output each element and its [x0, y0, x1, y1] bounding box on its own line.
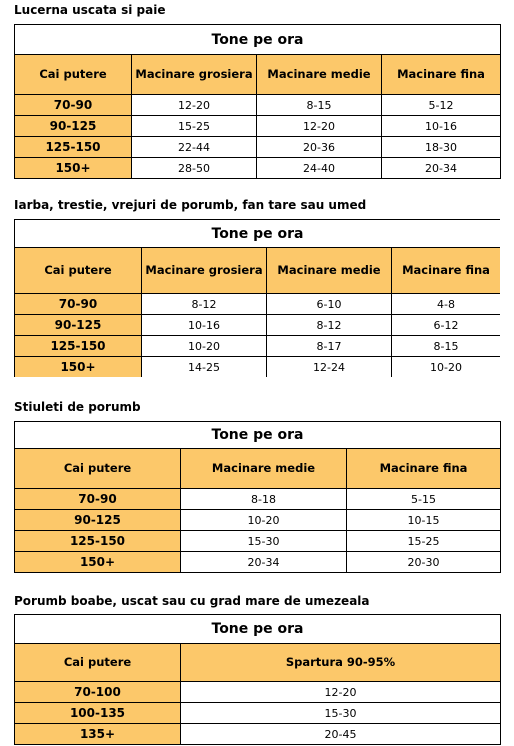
cell-value: 20-34	[181, 552, 347, 573]
column-header: Spartura 90-95%	[181, 644, 501, 682]
table-row	[15, 552, 501, 573]
column-header: Macinare medie	[267, 248, 392, 294]
row-label: 100-135	[15, 703, 181, 724]
table-row	[15, 95, 501, 116]
row-label: 150+	[15, 158, 132, 179]
cell-value: 18-30	[382, 137, 501, 158]
table-row	[15, 158, 501, 179]
table-row	[15, 531, 501, 552]
table-row	[15, 137, 501, 158]
row-label: 70-90	[15, 489, 181, 510]
column-header: Macinare fina	[382, 55, 501, 95]
table-porumb-boabe	[14, 614, 501, 745]
table-row	[15, 724, 501, 745]
cell-value: 14-25	[142, 357, 267, 378]
row-label: 125-150	[15, 531, 181, 552]
cell-value: 20-34	[382, 158, 501, 179]
cell-value: 10-15	[347, 510, 501, 531]
cell-value: 10-20	[392, 357, 501, 378]
cell-value: 8-18	[181, 489, 347, 510]
column-header: Macinare fina	[392, 248, 501, 294]
cell-value: 10-16	[382, 116, 501, 137]
row-label: 70-90	[15, 294, 142, 315]
cell-value: 15-30	[181, 703, 501, 724]
cell-value: 10-16	[142, 315, 267, 336]
table-title: Tone pe ora	[15, 615, 501, 644]
row-label: 70-90	[15, 95, 132, 116]
cell-value: 8-12	[267, 315, 392, 336]
column-header: Macinare grosiera	[132, 55, 257, 95]
row-label: 150+	[15, 552, 181, 573]
table-stiuleti	[14, 421, 501, 573]
row-label: 90-125	[15, 315, 142, 336]
table-row	[15, 489, 501, 510]
column-header: Cai putere	[15, 55, 132, 95]
cell-value: 28-50	[132, 158, 257, 179]
cell-value: 5-15	[347, 489, 501, 510]
column-header: Cai putere	[15, 644, 181, 682]
cell-value: 15-25	[347, 531, 501, 552]
row-label: 150+	[15, 357, 142, 378]
cell-value: 20-45	[181, 724, 501, 745]
row-label: 135+	[15, 724, 181, 745]
cell-value: 6-10	[267, 294, 392, 315]
cell-value: 15-30	[181, 531, 347, 552]
section-title: Porumb boabe, uscat sau cu grad mare de umezeala	[14, 594, 370, 608]
column-header: Macinare medie	[181, 449, 347, 489]
cell-value: 15-25	[132, 116, 257, 137]
table-clip	[14, 219, 500, 377]
table-title: Tone pe ora	[15, 220, 501, 248]
column-header: Macinare fina	[347, 449, 501, 489]
cell-value: 12-24	[267, 357, 392, 378]
cell-value: 8-12	[142, 294, 267, 315]
cell-value: 6-12	[392, 315, 501, 336]
row-label: 125-150	[15, 336, 142, 357]
cell-value: 8-17	[267, 336, 392, 357]
section-title: Iarba, trestie, vrejuri de porumb, fan tare sau umed	[14, 198, 367, 212]
table-row	[15, 703, 501, 724]
cell-value: 22-44	[132, 137, 257, 158]
cell-value: 20-36	[257, 137, 382, 158]
cell-value: 12-20	[132, 95, 257, 116]
table-row	[15, 682, 501, 703]
row-label: 70-100	[15, 682, 181, 703]
row-label: 90-125	[15, 116, 132, 137]
table-row	[15, 116, 501, 137]
table-row	[15, 336, 501, 357]
row-label: 125-150	[15, 137, 132, 158]
cell-value: 8-15	[257, 95, 382, 116]
cell-value: 10-20	[181, 510, 347, 531]
column-header: Cai putere	[15, 248, 142, 294]
column-header: Cai putere	[15, 449, 181, 489]
column-header: Macinare medie	[257, 55, 382, 95]
cell-value: 8-15	[392, 336, 501, 357]
table-row	[15, 357, 501, 378]
cell-value: 5-12	[382, 95, 501, 116]
table-iarba	[14, 219, 500, 377]
table-lucerna	[14, 24, 501, 179]
cell-value: 12-20	[257, 116, 382, 137]
cell-value: 10-20	[142, 336, 267, 357]
table-row	[15, 294, 501, 315]
table-row	[15, 510, 501, 531]
section-title: Stiuleti de porumb	[14, 400, 141, 414]
table-title: Tone pe ora	[15, 422, 501, 449]
section-title: Lucerna uscata si paie	[14, 3, 166, 17]
table-title: Tone pe ora	[15, 25, 501, 55]
column-header: Macinare grosiera	[142, 248, 267, 294]
cell-value: 12-20	[181, 682, 501, 703]
row-label: 90-125	[15, 510, 181, 531]
cell-value: 4-8	[392, 294, 501, 315]
cell-value: 24-40	[257, 158, 382, 179]
cell-value: 20-30	[347, 552, 501, 573]
table-row	[15, 315, 501, 336]
